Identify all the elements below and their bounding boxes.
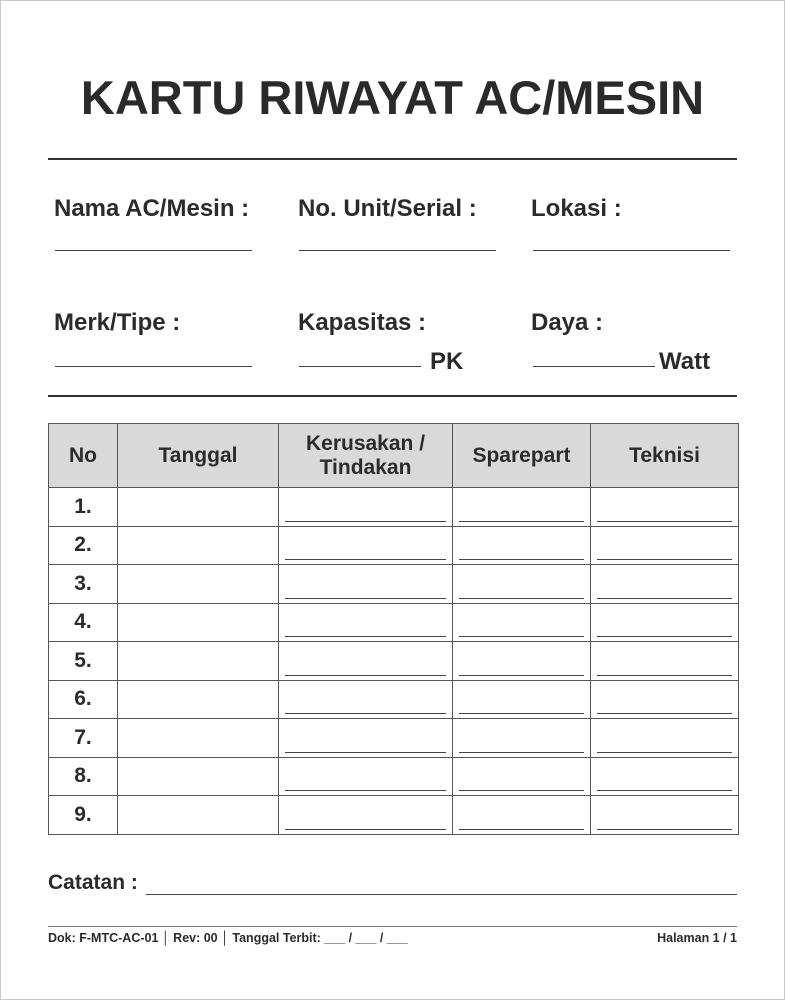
table-row bbox=[49, 603, 739, 642]
write-line bbox=[597, 636, 732, 637]
kerusakan-cell[interactable] bbox=[279, 719, 453, 758]
write-line bbox=[459, 675, 584, 676]
field-line-daya[interactable] bbox=[533, 366, 655, 367]
header-tanggal: Tanggal bbox=[118, 424, 279, 488]
write-line bbox=[285, 636, 446, 637]
sparepart-cell[interactable] bbox=[453, 680, 591, 719]
field-label-serial: No. Unit/Serial : bbox=[298, 195, 477, 222]
field-line-merk[interactable] bbox=[55, 366, 252, 367]
form-title: KARTU RIWAYAT AC/MESIN bbox=[80, 71, 705, 124]
tanggal-cell[interactable] bbox=[118, 642, 279, 681]
write-line bbox=[597, 559, 732, 560]
kerusakan-cell[interactable] bbox=[279, 757, 453, 796]
row-number: 2. bbox=[49, 526, 118, 565]
teknisi-cell[interactable] bbox=[591, 642, 739, 681]
table-row bbox=[49, 680, 739, 719]
row-number: 5. bbox=[49, 642, 118, 681]
field-label-nama: Nama AC/Mesin : bbox=[54, 195, 250, 222]
header-kerusakan-line2: Tindakan bbox=[319, 455, 412, 479]
field-line-kapasitas[interactable] bbox=[299, 366, 421, 367]
kerusakan-cell[interactable] bbox=[279, 642, 453, 681]
table-row bbox=[49, 796, 739, 835]
tanggal-cell[interactable] bbox=[118, 757, 279, 796]
field-line-nama[interactable] bbox=[55, 250, 252, 251]
write-line bbox=[285, 598, 446, 599]
kerusakan-cell[interactable] bbox=[279, 796, 453, 835]
write-line bbox=[285, 829, 446, 830]
tanggal-cell[interactable] bbox=[118, 565, 279, 604]
kerusakan-cell[interactable] bbox=[279, 603, 453, 642]
sparepart-cell[interactable] bbox=[453, 526, 591, 565]
tanggal-cell[interactable] bbox=[118, 603, 279, 642]
row-number: 7. bbox=[49, 719, 118, 758]
row-number: 3. bbox=[49, 565, 118, 604]
write-line bbox=[459, 829, 584, 830]
row-number: 9. bbox=[49, 796, 118, 835]
write-line bbox=[459, 636, 584, 637]
write-line bbox=[459, 790, 584, 791]
history-table bbox=[48, 423, 739, 835]
write-line bbox=[459, 752, 584, 753]
write-line bbox=[597, 713, 732, 714]
daya-unit: Watt bbox=[659, 348, 711, 375]
write-line bbox=[285, 521, 446, 522]
header-teknisi: Teknisi bbox=[591, 424, 739, 488]
kerusakan-cell[interactable] bbox=[279, 565, 453, 604]
notes-line[interactable] bbox=[146, 894, 737, 895]
write-line bbox=[597, 752, 732, 753]
write-line bbox=[285, 559, 446, 560]
tanggal-cell[interactable] bbox=[118, 796, 279, 835]
row-number: 8. bbox=[49, 757, 118, 796]
field-label-kapasitas: Kapasitas : bbox=[298, 309, 427, 336]
teknisi-cell[interactable] bbox=[591, 488, 739, 527]
write-line bbox=[597, 829, 732, 830]
row-number: 6. bbox=[49, 680, 118, 719]
teknisi-cell[interactable] bbox=[591, 680, 739, 719]
field-line-serial[interactable] bbox=[299, 250, 496, 251]
row-number: 1. bbox=[49, 488, 118, 527]
sparepart-cell[interactable] bbox=[453, 488, 591, 527]
write-line bbox=[285, 752, 446, 753]
table-row bbox=[49, 719, 739, 758]
write-line bbox=[459, 559, 584, 560]
fields-divider bbox=[48, 395, 737, 397]
sparepart-cell[interactable] bbox=[453, 796, 591, 835]
sparepart-cell[interactable] bbox=[453, 757, 591, 796]
write-line bbox=[459, 713, 584, 714]
field-label-daya: Daya : bbox=[531, 309, 604, 336]
teknisi-cell[interactable] bbox=[591, 719, 739, 758]
tanggal-cell[interactable] bbox=[118, 526, 279, 565]
write-line bbox=[285, 713, 446, 714]
write-line bbox=[285, 790, 446, 791]
tanggal-cell[interactable] bbox=[118, 719, 279, 758]
kapasitas-unit: PK bbox=[430, 348, 464, 375]
header-no: No bbox=[49, 424, 118, 488]
write-line bbox=[597, 521, 732, 522]
tanggal-cell[interactable] bbox=[118, 680, 279, 719]
title-divider bbox=[48, 158, 737, 160]
header-sparepart: Sparepart bbox=[453, 424, 591, 488]
tanggal-cell[interactable] bbox=[118, 488, 279, 527]
table-row bbox=[49, 488, 739, 527]
field-line-lokasi[interactable] bbox=[533, 250, 730, 251]
write-line bbox=[597, 790, 732, 791]
table-row bbox=[49, 565, 739, 604]
teknisi-cell[interactable] bbox=[591, 796, 739, 835]
teknisi-cell[interactable] bbox=[591, 565, 739, 604]
table-row bbox=[49, 757, 739, 796]
table-row bbox=[49, 526, 739, 565]
write-line bbox=[597, 598, 732, 599]
teknisi-cell[interactable] bbox=[591, 757, 739, 796]
teknisi-cell[interactable] bbox=[591, 526, 739, 565]
teknisi-cell[interactable] bbox=[591, 603, 739, 642]
table-row bbox=[49, 642, 739, 681]
write-line bbox=[285, 675, 446, 676]
kerusakan-cell[interactable] bbox=[279, 488, 453, 527]
row-number: 4. bbox=[49, 603, 118, 642]
field-label-lokasi: Lokasi : bbox=[531, 195, 622, 222]
document-info: Dok: F-MTC-AC-01 │ Rev: 00 │ Tanggal Terbit: ___ / ___ / ___ bbox=[48, 931, 408, 945]
field-label-merk: Merk/Tipe : bbox=[54, 309, 181, 336]
write-line bbox=[459, 598, 584, 599]
sparepart-cell[interactable] bbox=[453, 719, 591, 758]
sparepart-cell[interactable] bbox=[453, 565, 591, 604]
header-kerusakan bbox=[279, 424, 453, 488]
header-kerusakan-line1: Kerusakan / bbox=[305, 431, 426, 455]
table-header-row bbox=[49, 424, 739, 488]
sparepart-cell[interactable] bbox=[453, 603, 591, 642]
page-number: Halaman 1 / 1 bbox=[657, 931, 737, 945]
kerusakan-cell[interactable] bbox=[279, 680, 453, 719]
notes-label: Catatan : bbox=[48, 871, 138, 894]
write-line bbox=[597, 675, 732, 676]
footer-divider bbox=[48, 926, 737, 927]
write-line bbox=[459, 521, 584, 522]
sparepart-cell[interactable] bbox=[453, 642, 591, 681]
kerusakan-cell[interactable] bbox=[279, 526, 453, 565]
